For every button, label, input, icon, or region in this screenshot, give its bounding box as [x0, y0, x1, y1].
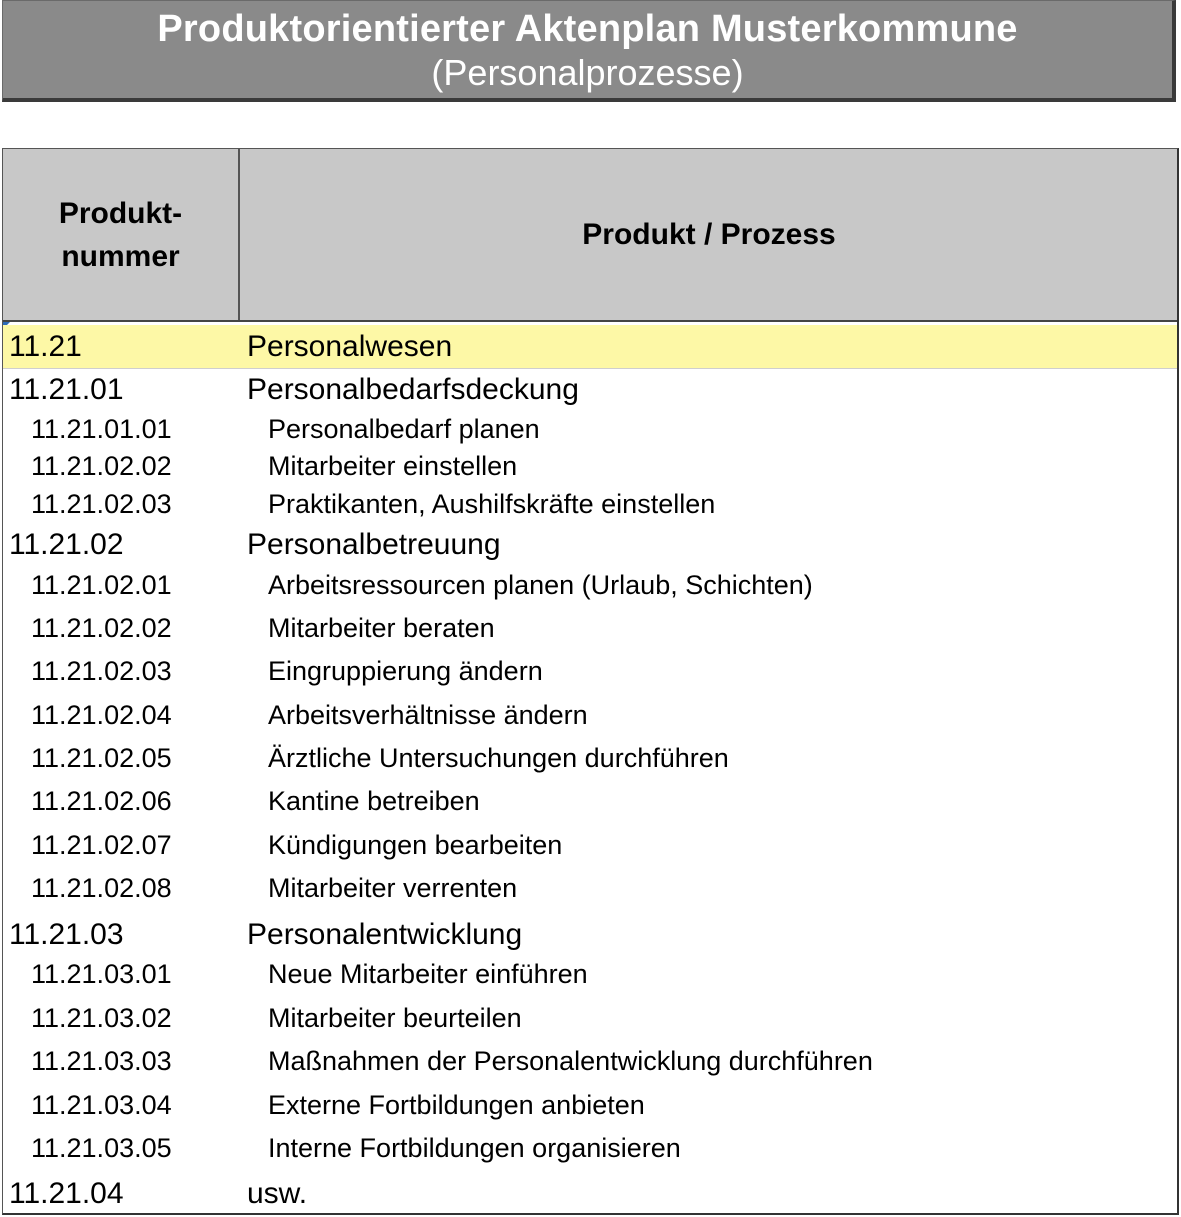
product-process-name: Personalentwicklung: [247, 917, 523, 951]
table-row: [3, 487, 1177, 524]
table-row: [3, 608, 1177, 651]
product-process-name: Personalbedarfsdeckung: [247, 372, 579, 406]
product-process-name: Personalwesen: [247, 329, 453, 363]
product-process-name: Arbeitsressourcen planen (Urlaub, Schichten): [268, 570, 813, 601]
product-number: 11.21.04: [9, 1176, 124, 1210]
table-header: [3, 149, 1177, 322]
product-number: 11.21.03.04: [31, 1090, 172, 1121]
document-subtitle: (Personalprozesse): [431, 52, 744, 93]
table-row: [3, 695, 1177, 738]
product-process-name: Kantine betreiben: [268, 786, 480, 817]
product-number: 11.21.03.01: [31, 959, 172, 990]
table-row: [3, 913, 1177, 958]
header-product-number: [3, 149, 240, 320]
table-row: [3, 525, 1177, 565]
table-row: [3, 370, 1177, 410]
product-number: 11.21.01.01: [31, 414, 172, 445]
product-process-name: Personalbedarf planen: [268, 414, 540, 445]
table-row: [3, 1172, 1177, 1217]
product-number: 11.21.02.03: [31, 489, 172, 520]
table-row: [3, 325, 1177, 369]
product-number: 11.21.02.04: [31, 700, 172, 731]
product-number: 11.21: [9, 329, 82, 363]
table-row: [3, 998, 1177, 1041]
table-row: [3, 412, 1177, 449]
product-number: 11.21.02.07: [31, 830, 172, 861]
table-row: [3, 1128, 1177, 1171]
header-product-number-label: Produkt- nummer: [58, 196, 183, 273]
product-number: 11.21.01: [9, 372, 124, 406]
table-row: [3, 565, 1177, 607]
product-process-name: Maßnahmen der Personalentwicklung durchführen: [268, 1046, 873, 1077]
product-process-name: Interne Fortbildungen organisieren: [268, 1133, 681, 1164]
product-process-name: usw.: [247, 1176, 308, 1210]
product-number: 11.21.02.01: [31, 570, 172, 601]
product-process-name: Neue Mitarbeiter einführen: [268, 959, 588, 990]
product-process-name: Mitarbeiter einstellen: [268, 451, 518, 482]
product-number: 11.21.02.03: [31, 656, 172, 687]
product-number: 11.21.02.02: [31, 613, 172, 644]
table-row: [3, 954, 1177, 996]
table-row: [3, 825, 1177, 868]
product-process-name: Kündigungen bearbeiten: [268, 830, 563, 861]
product-number: 11.21.03: [9, 917, 124, 951]
table-row: [3, 738, 1177, 781]
product-number: 11.21.03.02: [31, 1003, 172, 1034]
product-process-name: Externe Fortbildungen anbieten: [268, 1090, 645, 1121]
document-title-banner: [2, 0, 1176, 102]
product-process-name: Mitarbeiter verrenten: [268, 873, 518, 904]
product-process-name: Personalbetreuung: [247, 527, 501, 561]
product-process-name: Mitarbeiter beurteilen: [268, 1003, 522, 1034]
product-process-name: Arbeitsverhältnisse ändern: [268, 700, 588, 731]
table-row: [3, 651, 1177, 694]
product-number: 11.21.02: [9, 527, 124, 561]
product-number: 11.21.02.08: [31, 873, 172, 904]
table-row: [3, 449, 1177, 486]
product-number: 11.21.03.05: [31, 1133, 172, 1164]
table-row: [3, 1085, 1177, 1128]
product-number: 11.21.03.03: [31, 1046, 172, 1077]
table-row: [3, 868, 1177, 911]
table-row: [3, 1041, 1177, 1084]
file-plan-table: [2, 148, 1179, 1215]
product-process-name: Ärztliche Untersuchungen durchführen: [268, 743, 729, 774]
table-row: [3, 781, 1177, 824]
product-process-name: Eingruppierung ändern: [268, 656, 543, 687]
product-number: 11.21.02.05: [31, 743, 172, 774]
product-number: 11.21.02.02: [31, 451, 172, 482]
product-process-name: Mitarbeiter beraten: [268, 613, 495, 644]
document-title: Produktorientierter Aktenplan Musterkommune: [157, 8, 1018, 50]
product-process-name: Praktikanten, Aushilfskräfte einstellen: [268, 489, 716, 520]
header-product-process: Produkt / Prozess: [582, 217, 836, 251]
product-number: 11.21.02.06: [31, 786, 172, 817]
